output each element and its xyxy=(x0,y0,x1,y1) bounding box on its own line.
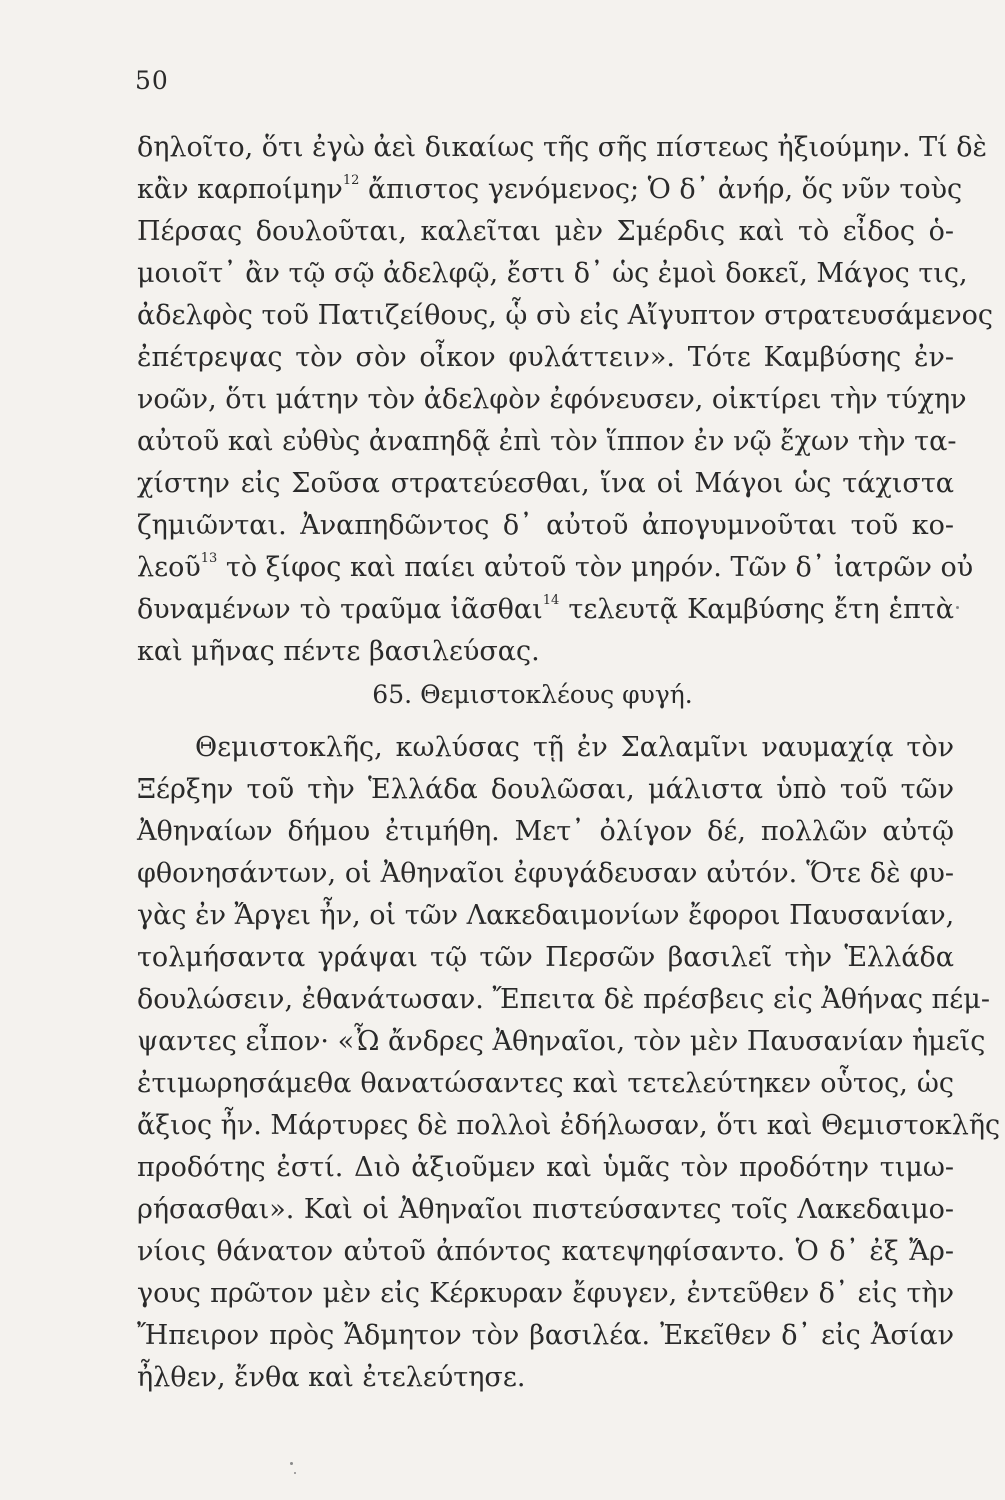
text-line: Θεμιστοκλῆς, κωλύσας τῇ ἐν Σαλαμῖνι ναυμαχίᾳ τὸν xyxy=(195,732,954,763)
footnote-marker: 13 xyxy=(200,551,218,566)
text-line: δυναμένων τὸ τραῦμα ἰᾶσθαι$^{14}$ τελευτᾷ Καμβύσης ἔτη ἑπτὰ xyxy=(137,593,954,625)
page-number: 50 xyxy=(135,66,169,95)
text-line: χίστην εἰς Σοῦσα στρατεύεσθαι, ἵνα οἱ Μάγοι ὡς τάχιστα xyxy=(137,468,954,499)
paper-speck xyxy=(290,1462,293,1465)
text-line: γὰς ἐν Ἄργει ἦν, οἱ τῶν Λακεδαιμονίων ἔφοροι Παυσανίαν, xyxy=(137,900,955,931)
paper-speck xyxy=(294,1472,296,1474)
text-line: προδότης ἐστί. Διὸ ἀξιοῦμεν καὶ ὑμᾶς τὸν προδότην τιμω- xyxy=(137,1152,954,1183)
text-line: γους πρῶτον μὲν εἰς Κέρκυραν ἔφυγεν, ἐντεῦθεν δ᾽ εἰς τὴν xyxy=(137,1278,954,1309)
text-line: νοῶν, ὅτι μάτην τὸν ἀδελφὸν ἐφόνευσεν, οἰκτίρει τὴν τύχην xyxy=(137,384,967,415)
text-line: δουλώσειν, ἐθανάτωσαν. Ἔπειτα δὲ πρέσβεις εἰς Ἀθήνας πέμ- xyxy=(137,984,990,1015)
section-number: 65. xyxy=(372,680,413,709)
text-line: αὐτοῦ καὶ εὐθὺς ἀναπηδᾷ ἐπὶ τὸν ἵππον ἐν νῷ ἔχων τὴν τα- xyxy=(137,426,957,457)
text-line: δηλοῖτο, ὅτι ἐγὼ ἀεὶ δικαίως τῆς σῆς πίστεως ἠξιούμην. Τί δὲ xyxy=(137,132,988,163)
text-line: μοιοῖτ᾽ ἂν τῷ σῷ ἀδελφῷ, ἔστι δ᾽ ὡς ἐμοὶ δοκεῖ, Μάγος τις, xyxy=(137,258,968,289)
text-line: Πέρσας δουλοῦται, καλεῖται μὲν Σμέρδις καὶ τὸ εἶδος ὁ- xyxy=(137,216,954,247)
text-line: φθονησάντων, οἱ Ἀθηναῖοι ἐφυγάδευσαν αὐτόν. Ὅτε δὲ φυ- xyxy=(137,858,954,889)
section-title: Θεμιστοκλέους φυγή. xyxy=(420,680,693,709)
text-line: Ἀθηναίων δήμου ἐτιμήθη. Μετ᾽ ὀλίγον δέ, πολλῶν αὐτῷ xyxy=(137,816,954,847)
paper-speck xyxy=(956,606,959,609)
text-line: Ἤπειρον πρὸς Ἄδμητον τὸν βασιλέα. Ἐκεῖθεν δ᾽ εἰς Ἀσίαν xyxy=(137,1320,954,1351)
text-line: ζημιῶνται. Ἀναπηδῶντος δ᾽ αὐτοῦ ἀπογυμνοῦται τοῦ κο- xyxy=(137,510,954,541)
footnote-marker: 12 xyxy=(342,173,360,188)
text-line: ρήσασθαι». Καὶ οἱ Ἀθηναῖοι πιστεύσαντες τοῖς Λακεδαιμο- xyxy=(137,1194,954,1225)
text-line: ἄξιος ἦν. Μάρτυρες δὲ πολλοὶ ἐδήλωσαν, ὅτι καὶ Θεμιστοκλῆς xyxy=(137,1110,1001,1141)
text-line: καὶ μῆνας πέντε βασιλεύσας. xyxy=(137,636,540,667)
text-line: ψαντες εἶπον· «Ὦ ἄνδρες Ἀθηναῖοι, τὸν μὲν Παυσανίαν ἡμεῖς xyxy=(137,1026,986,1057)
text-line: Ξέρξην τοῦ τὴν Ἑλλάδα δουλῶσαι, μάλιστα ὑπὸ τοῦ τῶν xyxy=(137,774,954,805)
text-line: λεοῦ$^{13}$ τὸ ξίφος καὶ παίει αὐτοῦ τὸν μηρόν. Τῶν δ᾽ ἰατρῶν οὐ xyxy=(137,551,974,583)
text-line: ἀδελφὸς τοῦ Πατιζείθους, ᾧ σὺ εἰς Αἴγυπτον στρατευσάμενος xyxy=(137,300,994,331)
text-line: τολμήσαντα γράψαι τῷ τῶν Περσῶν βασιλεῖ τὴν Ἑλλάδα xyxy=(137,942,954,973)
text-line: ἦλθεν, ἔνθα καὶ ἐτελεύτησε. xyxy=(137,1362,526,1393)
text-line: ἐτιμωρησάμεθα θανατώσαντες καὶ τετελεύτηκεν οὗτος, ὡς xyxy=(137,1068,954,1099)
text-line: κἂν καρποίμην$^{12}$ ἄπιστος γενόμενος; Ὁ δ᾽ ἀνήρ, ὅς νῦν τοὺς xyxy=(137,173,963,205)
footnote-marker: 14 xyxy=(542,593,560,608)
section-heading xyxy=(0,678,1005,712)
text-line: νίοις θάνατον αὐτοῦ ἀπόντος κατεψηφίσαντο. Ὁ δ᾽ ἐξ Ἄρ- xyxy=(137,1236,954,1267)
text-line: ἐπέτρεψας τὸν σὸν οἶκον φυλάττειν». Τότε Καμβύσης ἐν- xyxy=(137,342,954,373)
